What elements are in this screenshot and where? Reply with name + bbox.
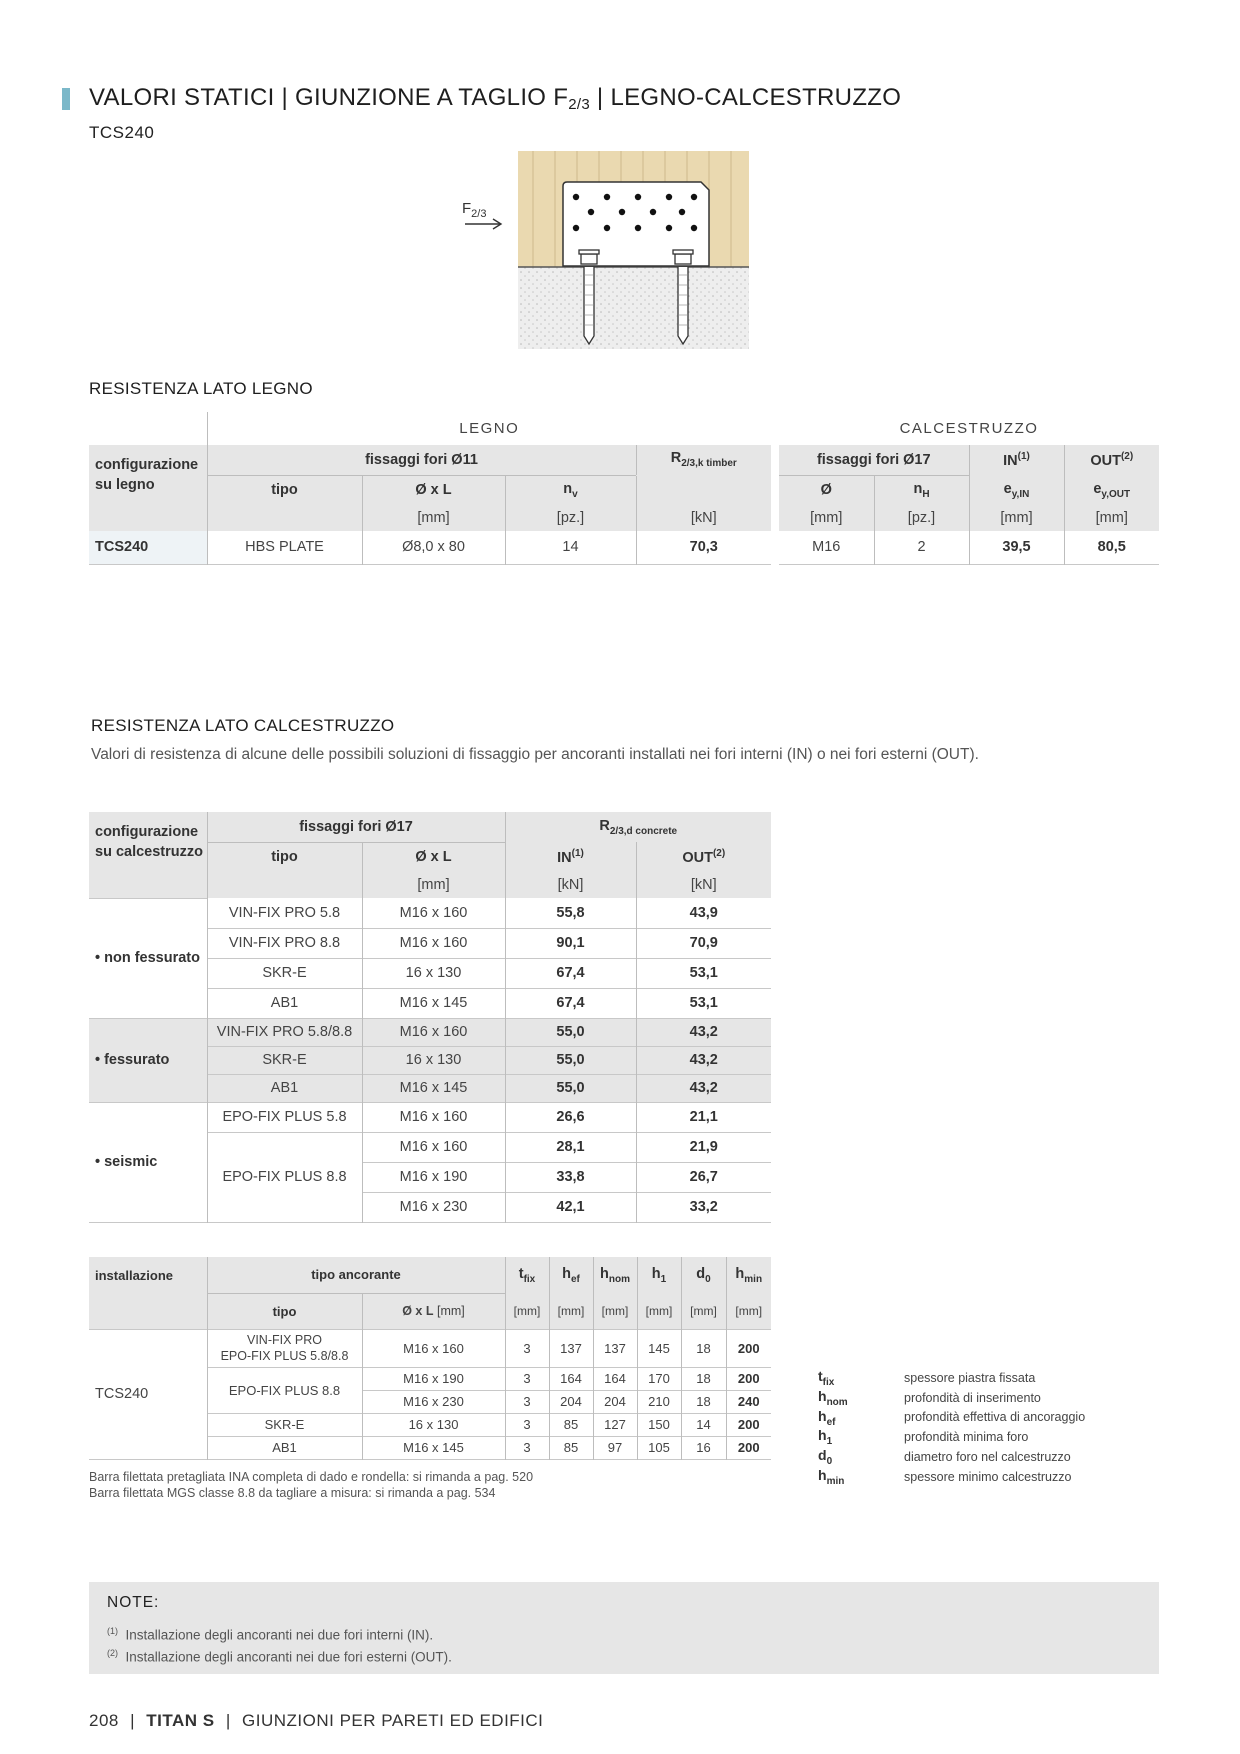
row-nh: 2 — [874, 531, 969, 564]
unit-mm: [mm] — [810, 510, 843, 526]
row-oxl: M16 x 160 — [362, 1018, 505, 1046]
legend-item: $h_{nom}$ profondità di inserimento — [818, 1388, 1085, 1408]
cell-h1: 105 — [637, 1436, 681, 1459]
hmin-header: $h_{min}$ — [726, 1257, 771, 1293]
hef-header: $h_{ef}$ — [549, 1257, 593, 1293]
row-oxl: M16 x 145 — [362, 1074, 505, 1102]
row-out: 53,1 — [636, 958, 771, 988]
nh-header: $n_H$ — [874, 475, 969, 505]
note-1: $^{(1)}$ Installazione degli ancoranti nei due fori interni (IN). — [107, 1626, 434, 1643]
row-tipo: VIN-FIX PRO 8.8 — [207, 928, 362, 958]
row-tipo: SKR-E — [207, 1413, 362, 1436]
eyout-header: $e_{y,OUT}$ — [1064, 475, 1159, 505]
row-oxl: M16 x 230 — [362, 1192, 505, 1222]
row-out: 43,9 — [636, 898, 771, 928]
footnote-ina: Barra filettata pretagliata INA completa di dado e rondella: si rimanda a pag. 520 — [89, 1470, 534, 1484]
out-header: OUT$^{(2)}$ — [636, 842, 771, 872]
out-header: OUT$^{(2)}$ — [1064, 445, 1159, 475]
row-oxl: M16 x 190 — [362, 1162, 505, 1192]
row-in: 55,0 — [505, 1074, 636, 1102]
page-footer — [89, 1711, 543, 1731]
unit-mm: [mm] — [681, 1293, 726, 1329]
cell-hnom: 137 — [593, 1329, 637, 1367]
row-out: 43,2 — [636, 1074, 771, 1102]
eyin-header: $e_{y,IN}$ — [969, 475, 1064, 505]
row-in: 28,1 — [505, 1132, 636, 1162]
cell-h1: 170 — [637, 1367, 681, 1390]
row-oxl: 16 x 130 — [362, 1046, 505, 1074]
legend-item: $t_{fix}$ spessore piastra fissata — [818, 1368, 1085, 1388]
cell-d0: 18 — [681, 1390, 726, 1413]
footnote-mgs: Barra filettata MGS classe 8.8 da tagliare a misura: si rimanda a pag. 534 — [89, 1486, 496, 1500]
cell-hmin: 200 — [726, 1413, 771, 1436]
group-cls: CALCESTRUZZO — [899, 420, 1039, 437]
install-code: TCS240 — [89, 1329, 207, 1459]
fissaggi17-header: fissaggi fori Ø17 — [816, 451, 931, 468]
cell-hef: 204 — [549, 1390, 593, 1413]
cell-hef: 85 — [549, 1413, 593, 1436]
cell-hmin: 200 — [726, 1436, 771, 1459]
row-tipo: HBS PLATE — [207, 531, 362, 564]
row-tipo: AB1 — [207, 1436, 362, 1459]
note-2: $^{(2)}$ Installazione degli ancoranti nei due fori esterni (OUT). — [107, 1648, 452, 1665]
cell-hmin: 200 — [726, 1329, 771, 1367]
cell-h1: 150 — [637, 1413, 681, 1436]
footer-separator: | — [130, 1711, 136, 1730]
row-tipo: VIN-FIX PRO 5.8/8.8 — [207, 1018, 362, 1046]
row-in: 55,0 — [505, 1046, 636, 1074]
concrete-description: Valori di resistenza di alcune delle possibili soluzioni di fissaggio per ancoranti installati nei fori interni (IN) o nei fori esterni (OUT). — [91, 746, 979, 763]
row-in: 67,4 — [505, 988, 636, 1018]
cell-hmin: 240 — [726, 1390, 771, 1413]
cell-tfix: 3 — [505, 1413, 549, 1436]
tipo-header: tipo — [207, 842, 362, 872]
row-oxl: M16 x 160 — [362, 1329, 505, 1367]
cell-tfix: 3 — [505, 1390, 549, 1413]
config-label: configurazione su legno — [95, 457, 199, 493]
group-fessurato: • fessurato — [95, 1052, 170, 1068]
timber-table — [89, 412, 771, 565]
row-oxl: Ø8,0 x 80 — [362, 531, 505, 564]
row-out: 43,2 — [636, 1046, 771, 1074]
group-legno: LEGNO — [207, 412, 771, 445]
unit-kn: [kN] — [636, 872, 771, 898]
legend-item: $h_{ef}$ profondità effettiva di ancoraggio — [818, 1407, 1086, 1428]
product-code: TCS240 — [89, 123, 155, 142]
unit-pz: [pz.] — [874, 505, 969, 531]
hnom-header: $h_{nom}$ — [593, 1257, 637, 1293]
row-out: 21,1 — [636, 1102, 771, 1132]
row-out: 53,1 — [636, 988, 771, 1018]
group-non-fessurato: • non fessurato — [89, 898, 207, 1018]
unit-mm: [mm] — [362, 505, 505, 531]
cell-d0: 14 — [681, 1413, 726, 1436]
row-r: 70,3 — [636, 531, 771, 564]
fissaggi11-header: fissaggi fori Ø11 — [207, 445, 636, 475]
page-number: 208 — [89, 1711, 119, 1730]
row-oxl: M16 x 230 — [362, 1390, 505, 1413]
install-footnotes — [89, 1469, 533, 1501]
row-oxl: 16 x 130 — [362, 958, 505, 988]
row-in: 55,0 — [505, 1018, 636, 1046]
unit-mm: [mm] — [549, 1293, 593, 1329]
concrete-section-heading: RESISTENZA LATO CALCESTRUZZO — [91, 716, 395, 735]
cell-hef: 137 — [549, 1329, 593, 1367]
unit-mm: [mm] — [637, 1293, 681, 1329]
cell-tfix: 3 — [505, 1436, 549, 1459]
row-tipo: AB1 — [207, 1074, 362, 1102]
row-tipo: AB1 — [207, 988, 362, 1018]
unit-kn: [kN] — [636, 505, 771, 531]
legend-text: profondità effettiva di ancoraggio — [904, 1410, 1086, 1425]
cell-h1: 210 — [637, 1390, 681, 1413]
notes-title: NOTE: — [107, 1594, 160, 1611]
cell-hmin: 200 — [726, 1367, 771, 1390]
row-in: 55,8 — [505, 898, 636, 928]
installazione-header: installazione — [95, 1267, 174, 1283]
d0-header: $d_0$ — [681, 1257, 726, 1293]
row-tipo: VIN-FIX PRO EPO-FIX PLUS 5.8/8.8 — [207, 1329, 362, 1367]
unit-mm: [mm] — [969, 505, 1064, 531]
row-oxl: M16 x 145 — [362, 988, 505, 1018]
legend-text: spessore minimo calcestruzzo — [904, 1469, 1072, 1484]
row-o: M16 — [812, 539, 841, 556]
oxl-header: Ø x L — [362, 475, 505, 505]
row-oxl: M16 x 160 — [362, 1102, 505, 1132]
tfix-header: $t_{fix}$ — [505, 1257, 549, 1293]
cell-hef: 164 — [549, 1367, 593, 1390]
notes-box — [89, 1582, 1159, 1674]
row-out: 21,9 — [636, 1132, 771, 1162]
row-tipo: EPO-FIX PLUS 8.8 — [207, 1132, 362, 1222]
unit-kn: [kN] — [505, 872, 636, 898]
group-seismic: • seismic — [95, 1154, 158, 1170]
cell-hef: 85 — [549, 1436, 593, 1459]
row-tipo: EPO-FIX PLUS 8.8 — [207, 1367, 362, 1413]
row-code: TCS240 — [89, 531, 207, 564]
cell-hnom: 127 — [593, 1413, 637, 1436]
row-out: 43,2 — [636, 1018, 771, 1046]
unit-mm: [mm] — [726, 1293, 771, 1329]
o-header: Ø — [779, 475, 874, 505]
config-label: configurazione su calcestruzzo — [95, 824, 203, 860]
row-oxl: 16 x 130 — [362, 1413, 505, 1436]
installation-table — [89, 1257, 771, 1460]
cell-d0: 16 — [681, 1436, 726, 1459]
legend-text: diametro foro nel calcestruzzo — [904, 1450, 1071, 1465]
cell-hnom: 97 — [593, 1436, 637, 1459]
unit-mm: [mm] — [505, 1293, 549, 1329]
title-accent-bar — [62, 88, 70, 110]
cell-tfix: 3 — [505, 1367, 549, 1390]
row-tipo: EPO-FIX PLUS 5.8 — [207, 1102, 362, 1132]
legend-text: spessore piastra fissata — [904, 1370, 1036, 1385]
concrete-table — [89, 812, 771, 1223]
unit-pz: [pz.] — [505, 505, 636, 531]
legend-item: $h_{min}$ spessore minimo calcestruzzo — [818, 1467, 1085, 1487]
cell-h1: 145 — [637, 1329, 681, 1367]
row-tipo: VIN-FIX PRO 5.8 — [207, 898, 362, 928]
legend-item: $h_1$ profondità minima foro — [818, 1427, 1085, 1447]
footer-section: GIUNZIONI PER PARETI ED EDIFICI — [242, 1711, 544, 1730]
fissaggi17-header: fissaggi fori Ø17 — [207, 812, 505, 842]
cell-tfix: 3 — [505, 1329, 549, 1367]
legend-text: profondità minima foro — [904, 1430, 1029, 1445]
row-eyin: 39,5 — [969, 531, 1064, 564]
row-oxl: M16 x 190 — [362, 1367, 505, 1390]
row-in: 90,1 — [505, 928, 636, 958]
tipo-ancorante-header: tipo ancorante — [207, 1257, 505, 1293]
footer-separator: | — [225, 1711, 231, 1730]
footer-brand: TITAN S — [146, 1711, 215, 1730]
r-concrete-header: $R_{2/3,d concrete}$ — [505, 812, 771, 842]
force-label: $F_{2/3}$ — [462, 200, 487, 220]
row-eyout: 80,5 — [1064, 531, 1159, 564]
in-header: IN$^{(1)}$ — [505, 842, 636, 872]
h1-header: $h_1$ — [637, 1257, 681, 1293]
timber-section-heading: RESISTENZA LATO LEGNO — [89, 379, 313, 398]
cell-d0: 18 — [681, 1329, 726, 1367]
tipo-header: tipo — [207, 475, 362, 505]
connection-diagram — [455, 150, 755, 350]
tipo-header: tipo — [207, 1293, 362, 1329]
row-in: 42,1 — [505, 1192, 636, 1222]
row-in: 26,6 — [505, 1102, 636, 1132]
unit-mm: [mm] — [1064, 505, 1159, 531]
r-timber-header: $R_{2/3,k timber}$ — [636, 445, 771, 475]
timber-concrete-table — [779, 412, 1159, 565]
nv-header: $n_v$ — [505, 475, 636, 505]
row-oxl: M16 x 160 — [362, 928, 505, 958]
cell-hnom: 164 — [593, 1367, 637, 1390]
cell-d0: 18 — [681, 1367, 726, 1390]
row-tipo: SKR-E — [207, 958, 362, 988]
row-nv: 14 — [505, 531, 636, 564]
row-oxl: M16 x 145 — [362, 1436, 505, 1459]
unit-mm: [mm] — [593, 1293, 637, 1329]
oxl-header: Ø x L — [362, 842, 505, 872]
oxl-header: Ø x L [mm] — [362, 1293, 505, 1329]
legend-text: profondità di inserimento — [904, 1390, 1041, 1405]
unit-mm: [mm] — [362, 872, 505, 898]
page-title: VALORI STATICI | GIUNZIONE A TAGLIO $F_{2/3}$ | LEGNO-CALCESTRUZZO — [89, 84, 902, 113]
row-in: 67,4 — [505, 958, 636, 988]
row-in: 33,8 — [505, 1162, 636, 1192]
in-header: IN$^{(1)}$ — [969, 445, 1064, 475]
row-tipo: SKR-E — [207, 1046, 362, 1074]
row-oxl: M16 x 160 — [362, 1132, 505, 1162]
row-out: 70,9 — [636, 928, 771, 958]
symbol-legend — [818, 1368, 1085, 1487]
row-out: 33,2 — [636, 1192, 771, 1222]
row-oxl: M16 x 160 — [362, 898, 505, 928]
cell-hnom: 204 — [593, 1390, 637, 1413]
legend-item: $d_0$ diametro foro nel calcestruzzo — [818, 1447, 1085, 1467]
row-out: 26,7 — [636, 1162, 771, 1192]
